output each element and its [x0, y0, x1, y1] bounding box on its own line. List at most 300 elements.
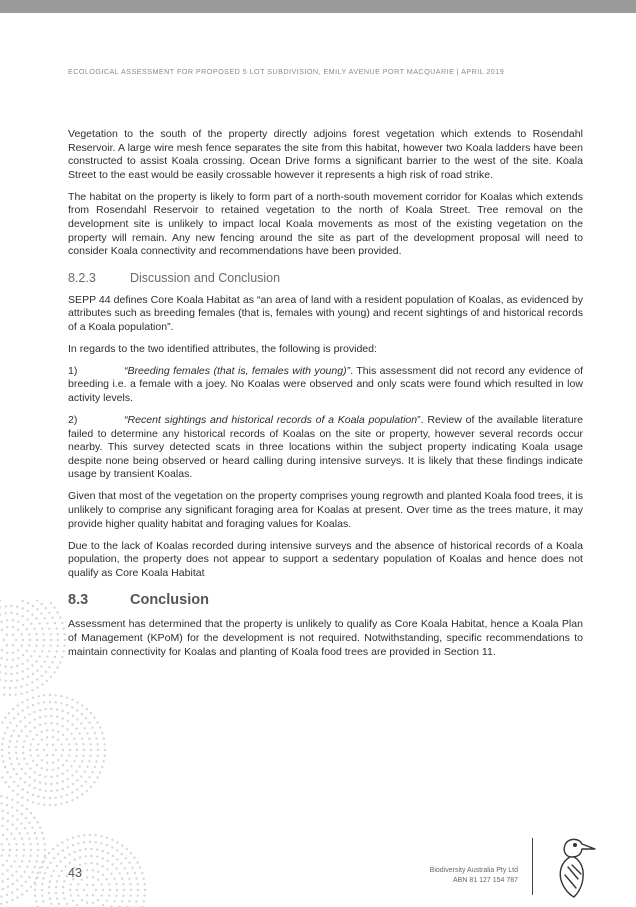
decorative-dot [66, 704, 68, 706]
decorative-dot [81, 760, 83, 762]
decorative-dot [63, 645, 65, 647]
decorative-dot [135, 900, 137, 902]
decorative-dot [97, 871, 99, 873]
decorative-dot [86, 869, 88, 871]
decorative-dot [26, 628, 28, 630]
decorative-dot [45, 708, 47, 710]
decorative-dot [55, 650, 57, 652]
decorative-dot [37, 695, 39, 697]
decorative-dot [49, 862, 51, 864]
decorative-dot [88, 760, 90, 762]
decorative-dot [36, 686, 38, 688]
decorative-dot [45, 715, 47, 717]
decorative-dot [52, 736, 54, 738]
decorative-dot [85, 717, 87, 719]
decorative-dot [60, 702, 62, 704]
decorative-dot [67, 846, 69, 848]
decorative-dot [29, 749, 31, 751]
decorative-dot [29, 855, 31, 857]
decorative-dot [121, 878, 123, 880]
decorative-dot [63, 880, 65, 882]
decorative-dot [59, 661, 61, 663]
decorative-dot [15, 752, 17, 754]
decorative-dot [79, 849, 81, 851]
decorative-dot [67, 720, 69, 722]
decorative-dot [16, 879, 18, 881]
decorative-dot [27, 676, 29, 678]
decorative-dot [11, 823, 13, 825]
decorative-dot [57, 731, 59, 733]
decorative-dot [144, 889, 146, 891]
decorative-dot [36, 764, 38, 766]
decorative-dot [116, 889, 118, 891]
decorative-dot [1, 776, 3, 778]
decorative-dot [90, 712, 92, 714]
decorative-dot [49, 797, 51, 799]
decorative-dot [13, 838, 15, 840]
decorative-dot [106, 844, 108, 846]
decorative-dot [107, 860, 109, 862]
decorative-dot [41, 895, 43, 897]
decorative-dot [16, 725, 18, 727]
decorative-dot [82, 743, 84, 745]
decorative-dot [68, 853, 70, 855]
decorative-dot [21, 768, 23, 770]
decorative-dot [92, 876, 94, 878]
decorative-dot [95, 834, 97, 836]
decorative-dot [46, 769, 48, 771]
decorative-dot [144, 895, 146, 897]
decorative-dot [5, 680, 7, 682]
decorative-dot [50, 783, 52, 785]
decorative-dot [15, 870, 17, 872]
decorative-dot [92, 894, 94, 896]
decorative-dot [44, 722, 46, 724]
decorative-dot [97, 899, 99, 901]
decorative-dot [21, 730, 23, 732]
decorative-dot [120, 862, 122, 864]
decorative-dot [11, 874, 13, 876]
decorative-dot [2, 849, 4, 851]
decorative-dot [71, 706, 73, 708]
decorative-dot [92, 884, 94, 886]
list-text: ”. Review of the available literature failed to determine any historical records of Koalas on the site or property, however several records occur nearby. This survey detected scats in three locations within the subject property indicating Koala usage despite none being observed or heard calling during intensive surveys. It is likely that these findings indicate usage by transient Koalas. [68, 414, 583, 481]
decorative-dot [22, 600, 24, 602]
decorative-dot [13, 860, 15, 862]
list-number: 1) [68, 364, 78, 377]
decorative-dot [66, 769, 68, 771]
decorative-dot [81, 785, 83, 787]
decorative-dot [76, 709, 78, 711]
decorative-dot [56, 716, 58, 718]
decorative-dot [6, 644, 8, 646]
decorative-dot [111, 839, 113, 841]
decorative-dot [113, 900, 115, 902]
decorative-dot [57, 844, 59, 846]
decorative-dot [70, 765, 72, 767]
decorative-dot [91, 771, 93, 773]
decorative-dot [62, 734, 64, 736]
decorative-dot [89, 834, 91, 836]
section-number: 8.3 [68, 592, 89, 609]
decorative-dot [52, 848, 54, 850]
decorative-dot [3, 639, 5, 641]
decorative-dot [48, 892, 50, 894]
decorative-dot [29, 730, 31, 732]
decorative-dot [36, 734, 38, 736]
decorative-dot [41, 650, 43, 652]
decorative-dot [69, 749, 71, 751]
decorative-dot [95, 760, 97, 762]
decorative-dot [17, 704, 19, 706]
decorative-dot [41, 861, 43, 863]
decorative-dot [56, 775, 58, 777]
footer-divider [532, 838, 533, 895]
decorative-dot [46, 744, 48, 746]
decorative-dot [17, 657, 19, 659]
decorative-dot [89, 743, 91, 745]
decorative-dot [26, 808, 28, 810]
decorative-dot [62, 749, 64, 751]
decorative-dot [8, 746, 10, 748]
decorative-dot [37, 743, 39, 745]
decorative-dot [2, 810, 4, 812]
decorative-dot [28, 838, 30, 840]
decorative-dot [6, 771, 8, 773]
decorative-dot [129, 883, 131, 885]
decorative-dot [13, 768, 15, 770]
decorative-dot [111, 846, 113, 848]
decorative-dot [93, 717, 95, 719]
decorative-dot [10, 666, 12, 668]
decorative-dot [108, 883, 110, 885]
decorative-dot [121, 844, 123, 846]
decorative-dot [112, 855, 114, 857]
decorative-dot [67, 786, 69, 788]
decorative-dot [22, 709, 24, 711]
decorative-dot [25, 817, 27, 819]
decorative-dot [26, 763, 28, 765]
decorative-dot [5, 673, 7, 675]
decorative-dot [15, 687, 17, 689]
decorative-dot [83, 889, 85, 891]
decorative-dot [48, 666, 50, 668]
decorative-dot [23, 849, 25, 851]
decorative-dot [36, 749, 38, 751]
decorative-dot [30, 754, 32, 756]
decorative-dot [63, 650, 65, 652]
decorative-dot [88, 722, 90, 724]
decorative-dot [8, 843, 10, 845]
decorative-dot [16, 757, 18, 759]
decorative-dot [56, 865, 58, 867]
decorative-dot [1, 873, 3, 875]
decorative-dot [22, 639, 24, 641]
decorative-dot [74, 858, 76, 860]
decorative-dot [17, 793, 19, 795]
decorative-dot [21, 633, 23, 635]
decorative-dot [12, 626, 14, 628]
decorative-dot [16, 740, 18, 742]
decorative-dot [12, 644, 14, 646]
decorative-dot [3, 694, 5, 696]
decorative-dot [108, 894, 110, 896]
decorative-dot [35, 633, 37, 635]
decorative-dot [69, 889, 71, 891]
decorative-dot [8, 786, 10, 788]
decorative-dot [39, 724, 41, 726]
decorative-dot [1, 854, 3, 856]
decorative-dot [63, 627, 65, 629]
decorative-dot [9, 757, 11, 759]
decorative-dot [12, 708, 14, 710]
decorative-dot [104, 755, 106, 757]
decorative-dot [97, 749, 99, 751]
decorative-dot [123, 889, 125, 891]
decorative-dot [26, 890, 28, 892]
decorative-dot [49, 694, 51, 696]
decorative-dot [48, 852, 50, 854]
decorative-dot [43, 749, 45, 751]
decorative-dot [72, 900, 74, 902]
list-number: 2) [68, 414, 78, 427]
decorative-dot [0, 664, 1, 666]
decorative-dot [55, 627, 57, 629]
decorative-dot [10, 833, 12, 835]
decorative-dot [22, 670, 24, 672]
decorative-dot [94, 732, 96, 734]
decorative-dot [4, 781, 6, 783]
decorative-dot [115, 867, 117, 869]
decorative-dot [43, 804, 45, 806]
decorative-dot [41, 628, 43, 630]
decorative-dot [56, 782, 58, 784]
decorative-dot [50, 722, 52, 724]
decorative-dot [28, 633, 30, 635]
decorative-dot [11, 799, 13, 801]
decorative-dot [26, 799, 28, 801]
decorative-dot [66, 728, 68, 730]
decorative-dot [1, 657, 3, 659]
decorative-dot [51, 617, 53, 619]
decorative-dot [58, 903, 60, 905]
decorative-dot [32, 697, 34, 699]
decorative-dot [57, 767, 59, 769]
decorative-dot [97, 743, 99, 745]
decorative-dot [79, 765, 81, 767]
decorative-dot [71, 723, 73, 725]
decorative-dot [135, 877, 137, 879]
company-details [380, 866, 518, 887]
decorative-dot [21, 838, 23, 840]
decorative-dot [131, 867, 133, 869]
decorative-dot [52, 769, 54, 771]
decorative-dot [32, 801, 34, 803]
decorative-dot [27, 706, 29, 708]
decorative-dot [66, 903, 68, 905]
decorative-dot [24, 781, 26, 783]
decorative-dot [75, 727, 77, 729]
decorative-dot [21, 893, 23, 895]
decorative-dot [52, 762, 54, 764]
decorative-dot [50, 715, 52, 717]
decorative-dot [110, 873, 112, 875]
decorative-dot [41, 832, 43, 834]
decorative-dot [4, 612, 6, 614]
decorative-dot [102, 850, 104, 852]
decorative-dot [71, 774, 73, 776]
decorative-dot [130, 852, 132, 854]
decorative-dot [36, 639, 38, 641]
decorative-dot [39, 789, 41, 791]
decorative-dot [83, 834, 85, 836]
decorative-dot [103, 760, 105, 762]
decorative-dot [44, 617, 46, 619]
decorative-dot [23, 757, 25, 759]
decorative-dot [56, 789, 58, 791]
decorative-dot [50, 776, 52, 778]
decorative-dot [33, 711, 35, 713]
decorative-dot [122, 883, 124, 885]
decorative-dot [7, 878, 9, 880]
decorative-dot [95, 889, 97, 891]
decorative-dot [1, 755, 3, 757]
decorative-dot [72, 844, 74, 846]
decorative-dot [22, 788, 24, 790]
decorative-dot [9, 722, 11, 724]
decorative-dot [67, 712, 69, 714]
decorative-dot [43, 797, 45, 799]
decorative-dot [43, 701, 45, 703]
decorative-dot [77, 894, 79, 896]
decorative-dot [62, 717, 64, 719]
decorative-dot [21, 813, 23, 815]
top-band [0, 0, 636, 13]
decorative-dot [94, 766, 96, 768]
decorative-dot [102, 904, 104, 906]
decorative-dot [144, 883, 146, 885]
decorative-dot [12, 659, 14, 661]
decorative-dot [15, 827, 17, 829]
decorative-dot [71, 699, 73, 701]
decorative-dot [33, 817, 35, 819]
decorative-dot [66, 839, 68, 841]
decorative-dot [61, 656, 63, 658]
decorative-dot [41, 603, 43, 605]
decorative-dot [31, 689, 33, 691]
decorative-dot [92, 869, 94, 871]
decorative-dot [17, 629, 19, 631]
decorative-dot [32, 673, 34, 675]
decorative-dot [48, 886, 50, 888]
decorative-dot [49, 897, 51, 899]
decorative-dot [53, 857, 55, 859]
decorative-dot [34, 866, 36, 868]
decorative-dot [84, 727, 86, 729]
company-name: Biodiversity Australia Pty Ltd [429, 867, 518, 874]
decorative-dot [73, 738, 75, 740]
decorative-dot [33, 650, 35, 652]
decorative-dot [21, 885, 23, 887]
decorative-dot [66, 794, 68, 796]
decorative-dot [70, 883, 72, 885]
decorative-dot [9, 740, 11, 742]
decorative-dot [6, 838, 8, 840]
decorative-dot [7, 820, 9, 822]
decorative-dot [35, 645, 37, 647]
decorative-dot [19, 777, 21, 779]
decorative-dot [46, 736, 48, 738]
decorative-dot [26, 684, 28, 686]
decorative-dot [6, 828, 8, 830]
section-number: 8.2.3 [68, 270, 96, 285]
decorative-dot [45, 790, 47, 792]
decorative-dot [35, 837, 37, 839]
paragraph: Assessment has determined that the property is unlikely to qualify as Core Koala Habitat, hence a Koala Plan of Management (KPoM) for the development is not required. Notwithstanding, specific recommendations to maintain connectivity for Koalas and planting of Koala food trees are provided in Section 11. [68, 618, 583, 658]
decorative-dot [28, 784, 30, 786]
decorative-dot [16, 888, 18, 890]
decorative-dot [34, 895, 36, 897]
decorative-dot [137, 895, 139, 897]
decorative-dot [86, 708, 88, 710]
decorative-dot [26, 699, 28, 701]
decorative-dot [39, 709, 41, 711]
decorative-dot [125, 857, 127, 859]
decorative-dot [44, 775, 46, 777]
decorative-dot [66, 697, 68, 699]
decorative-dot [49, 701, 51, 703]
decorative-dot [71, 791, 73, 793]
decorative-dot [44, 849, 46, 851]
decorative-dot [24, 827, 26, 829]
decorative-dot [62, 849, 64, 851]
decorative-dot [35, 660, 37, 662]
decorative-dot [31, 664, 33, 666]
decorative-dot [29, 722, 31, 724]
decorative-dot [113, 878, 115, 880]
decorative-dot [9, 687, 11, 689]
decorative-dot [53, 870, 55, 872]
decorative-dot [61, 622, 63, 624]
decorative-dot [46, 622, 48, 624]
decorative-dot [68, 754, 70, 756]
decorative-dot [101, 732, 103, 734]
decorative-dot [62, 892, 64, 894]
decorative-dot [30, 743, 32, 745]
decorative-dot [16, 606, 18, 608]
decorative-dot [53, 607, 55, 609]
decorative-dot [60, 695, 62, 697]
decorative-dot [106, 900, 108, 902]
decorative-dot [57, 645, 59, 647]
decorative-dot [15, 694, 17, 696]
decorative-dot [41, 866, 43, 868]
decorative-dot [24, 725, 26, 727]
decorative-dot [35, 877, 37, 879]
decorative-dot [26, 618, 28, 620]
decorative-dot [133, 857, 135, 859]
decorative-dot [34, 771, 36, 773]
decorative-dot [7, 812, 9, 814]
decorative-dot [17, 621, 19, 623]
decorative-dot [55, 749, 57, 751]
decorative-dot [1, 721, 3, 723]
decorative-dot [119, 872, 121, 874]
decorative-dot [96, 856, 98, 858]
decorative-dot [10, 680, 12, 682]
decorative-dot [6, 901, 8, 903]
decorative-dot [70, 733, 72, 735]
